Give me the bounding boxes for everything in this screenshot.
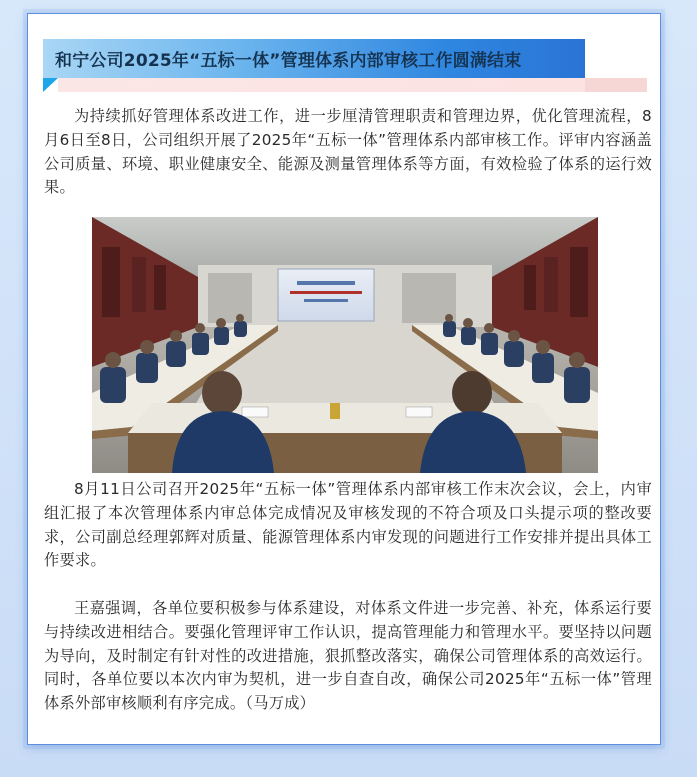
title-banner bbox=[43, 39, 585, 78]
article-paragraph-1: 为持续抓好管理体系改进工作，进一步厘清管理职责和管理边界，优化管理流程，8月6日至8日，公司组织开展了2025年“五标一体”管理体系内部审核工作。评审内容涵盖公司质量、环境、职业健康安全、能源及测量管理体系等方面，有效检验了体系的运行效果。 bbox=[44, 107, 652, 197]
article-paragraph-2: 8月11日公司召开2025年“五标一体”管理体系内部审核工作末次会议，会上，内审组汇报了本次管理体系内审总体完成情况及审核发现的不符合项及口头提示项的整改要求，公司副总经理郭辉对质量、能源管理体系内审发现的问题进行工作安排并提出具体工作要求。 bbox=[44, 480, 652, 570]
title-underline-decoration bbox=[58, 78, 585, 92]
article-paragraph-3: 王嘉强调，各单位要积极参与体系建设，对体系文件进一步完善、补充，体系运行要与持续改进相结合。要强化管理评审工作认识，提高管理能力和管理水平。要坚持以问题为导向，及时制定有针对性的改进措施，狠抓整改落实，确保公司管理体系的高效运行。同时，各单位要以本次内审为契机，进一步自查自改，确保公司2025年“五标一体”管理体系外部审核顺利有序完成。（马万成） bbox=[44, 599, 652, 713]
title-accent-decoration bbox=[585, 78, 647, 92]
meeting-photo bbox=[92, 217, 598, 473]
title-corner-decoration bbox=[43, 78, 58, 92]
article-title: 和宁公司2025年“五标一体”管理体系内部审核工作圆满结束 bbox=[55, 51, 522, 71]
article-card bbox=[27, 13, 661, 745]
